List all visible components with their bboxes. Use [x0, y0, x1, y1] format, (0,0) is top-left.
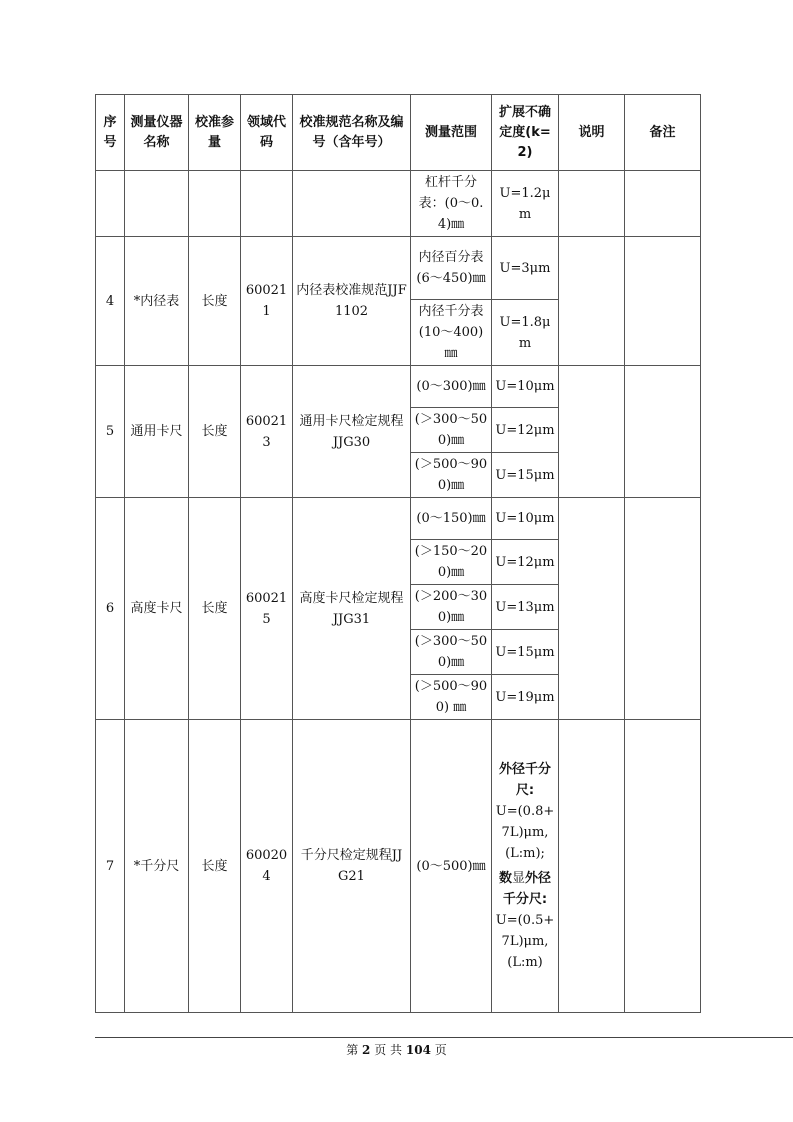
cell-code: 600211 — [241, 237, 293, 366]
cell-seq: 6 — [96, 498, 125, 720]
cell-spec: 内径表校准规范JJF1102 — [293, 237, 411, 366]
cell-seq: 5 — [96, 366, 125, 498]
current-page-number: 2 — [362, 1043, 371, 1057]
cell-instrument: *内径表 — [125, 237, 189, 366]
cell-remark — [625, 366, 701, 498]
cell-note — [559, 237, 625, 366]
table-row — [96, 498, 701, 540]
cell-uncertainty: U=1.8μm — [492, 300, 559, 366]
page-number-footer: 第 2 页 共 104 页 — [346, 1043, 447, 1057]
cell-uncertainty: U=12μm — [492, 540, 559, 585]
cell-uncertainty: U=12μm — [492, 408, 559, 453]
cell-range: (＞200～300)㎜ — [411, 585, 492, 630]
cell-param: 长度 — [189, 237, 241, 366]
cell-seq: 7 — [96, 720, 125, 1013]
cell-uncertainty: U=10μm — [492, 366, 559, 408]
cell-range: 内径百分表 (6～450)㎜ — [411, 237, 492, 300]
cell-note — [559, 720, 625, 1013]
cell-code — [241, 171, 293, 237]
cell-range: (＞150～200)㎜ — [411, 540, 492, 585]
cell-code: 600215 — [241, 498, 293, 720]
cell-range: (0～150)㎜ — [411, 498, 492, 540]
cell-uncertainty: U=3μm — [492, 237, 559, 300]
cell-remark — [625, 498, 701, 720]
uncertainty-label-digital: 数显外径千分尺: — [498, 871, 552, 907]
footer-divider — [130, 1037, 793, 1038]
header-param: 校准参量 — [189, 95, 241, 171]
header-range: 测量范围 — [411, 95, 492, 171]
cell-note — [559, 498, 625, 720]
cell-remark — [625, 237, 701, 366]
cell-note — [559, 366, 625, 498]
cell-range: (＞500～900) ㎜ — [411, 675, 492, 720]
cell-range: 杠杆千分表：(0～0.4)㎜ — [411, 171, 492, 237]
cell-seq: 4 — [96, 237, 125, 366]
cell-range: (＞300～500)㎜ — [411, 408, 492, 453]
cell-uncertainty — [492, 720, 559, 1013]
cell-uncertainty: U=10μm — [492, 498, 559, 540]
cell-range: (＞300～500)㎜ — [411, 630, 492, 675]
cell-range: (0～500)㎜ — [411, 720, 492, 1013]
cell-spec: 高度卡尺检定规程 JJG31 — [293, 498, 411, 720]
cell-uncertainty: U=15μm — [492, 453, 559, 498]
cell-range: (0～300)㎜ — [411, 366, 492, 408]
calibration-capability-table — [95, 94, 701, 1013]
cell-remark — [625, 720, 701, 1013]
uncertainty-formula-outer: U=(0.8+7L)μm,(L:m); — [495, 804, 555, 861]
cell-code: 600213 — [241, 366, 293, 498]
cell-param: 长度 — [189, 720, 241, 1013]
cell-uncertainty: U=1.2μm — [492, 171, 559, 237]
cell-spec — [293, 171, 411, 237]
cell-uncertainty: U=13μm — [492, 585, 559, 630]
header-uncertainty: 扩展不确定度(k=2) — [492, 95, 559, 171]
uncertainty-label-outer: 外径千分尺: — [498, 762, 551, 798]
footer-divider-left — [95, 1037, 130, 1038]
cell-param: 长度 — [189, 498, 241, 720]
header-code: 领域代码 — [241, 95, 293, 171]
uncertainty-formula-digital: U=(0.5+7L)μm,(L:m) — [495, 913, 555, 970]
cell-instrument: *千分尺 — [125, 720, 189, 1013]
cell-instrument — [125, 171, 189, 237]
table-row — [96, 366, 701, 408]
cell-param — [189, 171, 241, 237]
table-row — [96, 720, 701, 1013]
cell-spec: 千分尺检定规程JJG21 — [293, 720, 411, 1013]
header-instrument: 测量仪器名称 — [125, 95, 189, 171]
cell-range: 内径千分表 (10～400) ㎜ — [411, 300, 492, 366]
table-header-row — [96, 95, 701, 171]
header-note: 说明 — [559, 95, 625, 171]
cell-instrument: 通用卡尺 — [125, 366, 189, 498]
cell-range: (＞500～900)㎜ — [411, 453, 492, 498]
cell-remark — [625, 171, 701, 237]
header-remark: 备注 — [625, 95, 701, 171]
cell-instrument: 高度卡尺 — [125, 498, 189, 720]
cell-note — [559, 171, 625, 237]
cell-uncertainty: U=15μm — [492, 630, 559, 675]
cell-code: 600204 — [241, 720, 293, 1013]
table-row — [96, 171, 701, 237]
cell-spec: 通用卡尺检定规程 JJG30 — [293, 366, 411, 498]
header-spec: 校准规范名称及编号（含年号） — [293, 95, 411, 171]
cell-param: 长度 — [189, 366, 241, 498]
header-seq: 序号 — [96, 95, 125, 171]
cell-uncertainty: U=19μm — [492, 675, 559, 720]
table-row — [96, 237, 701, 300]
cell-seq — [96, 171, 125, 237]
total-page-count: 104 — [405, 1043, 431, 1057]
